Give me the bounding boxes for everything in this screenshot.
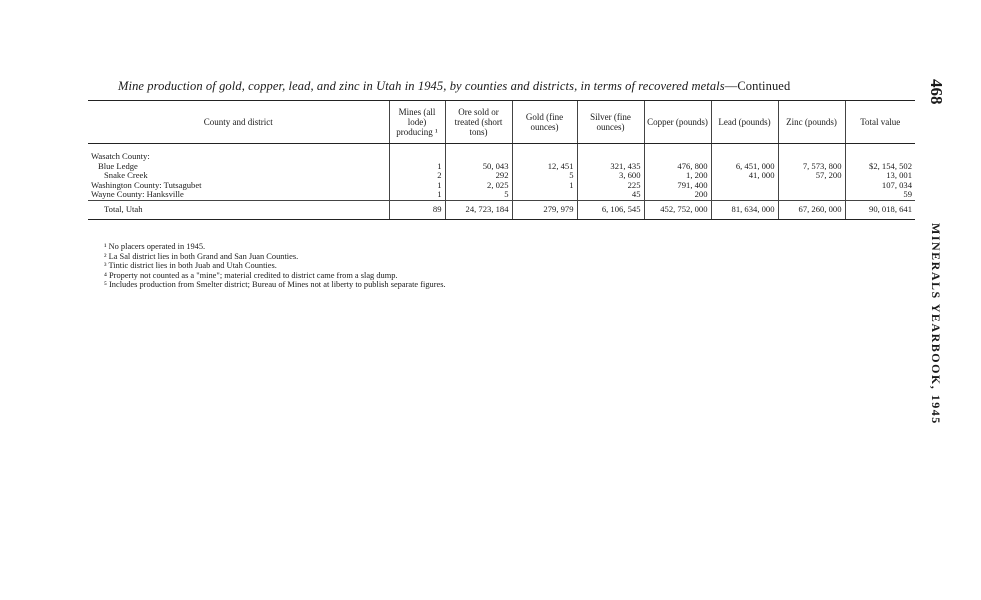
row-copper: 200 (644, 190, 711, 200)
row-copper: 791, 400 (644, 181, 711, 191)
table-title (118, 79, 898, 94)
row-name: Snake Creek (104, 170, 148, 180)
production-table-container (88, 100, 915, 220)
header-silver: Silver (fine ounces) (577, 101, 644, 144)
row-gold: 5 (512, 171, 577, 181)
total-row (88, 200, 915, 220)
total-gold: 279, 979 (512, 200, 577, 220)
footnote: ² La Sal district lies in both Grand and San Juan Counties. (104, 251, 299, 261)
row-zinc: 7, 573, 800 (778, 162, 845, 172)
page-number: 468 (927, 79, 946, 105)
table-row (88, 190, 915, 200)
row-zinc: 57, 200 (778, 171, 845, 181)
total-silver: 6, 106, 545 (577, 200, 644, 220)
row-ore: 292 (445, 171, 512, 181)
table-row (88, 181, 915, 191)
row-silver: 321, 435 (577, 162, 644, 172)
table-title-suffix: —Continued (724, 79, 791, 93)
row-gold (512, 190, 577, 200)
footnote: ³ Tintic district lies in both Juab and Utah Counties. (104, 261, 277, 271)
row-lead (711, 190, 778, 200)
row-mines: 1 (389, 190, 445, 200)
row-ore: 2, 025 (445, 181, 512, 191)
row-total: 13, 001 (845, 171, 915, 181)
header-county: County and district (88, 101, 389, 144)
row-zinc (778, 181, 845, 191)
side-margin (916, 75, 956, 455)
row-lead: 41, 000 (711, 171, 778, 181)
header-total-value: Total value (845, 101, 915, 144)
row-lead: 6, 451, 000 (711, 162, 778, 172)
header-gold: Gold (fine ounces) (512, 101, 577, 144)
total-name: Total, Utah (88, 200, 389, 220)
row-mines: 2 (389, 171, 445, 181)
row-mines: 1 (389, 181, 445, 191)
row-name: Wayne County: Hanksville (91, 189, 184, 199)
row-silver: 3, 600 (577, 171, 644, 181)
row-ore: 50, 043 (445, 162, 512, 172)
row-name: Blue Ledge (98, 160, 138, 171)
header-mines: Mines (all lode) producing ¹ (389, 101, 445, 144)
total-ore: 24, 723, 184 (445, 200, 512, 220)
row-zinc (778, 190, 845, 200)
row-total: 59 (845, 190, 915, 200)
total-copper: 452, 752, 000 (644, 200, 711, 220)
header-copper: Copper (pounds) (644, 101, 711, 144)
header-ore: Ore sold or treated (short tons) (445, 101, 512, 144)
header-zinc: Zinc (pounds) (778, 101, 845, 144)
row-ore: 5 (445, 190, 512, 200)
header-lead: Lead (pounds) (711, 101, 778, 144)
total-lead: 81, 634, 000 (711, 200, 778, 220)
row-total: $2, 154, 502 (845, 162, 915, 172)
footnote: ⁵ Includes production from Smelter district; Bureau of Mines not at liberty to publish separate figures. (104, 280, 446, 290)
footnotes (104, 242, 446, 290)
row-silver: 225 (577, 181, 644, 191)
spacer-row (88, 144, 915, 153)
total-zinc: 67, 260, 000 (778, 200, 845, 220)
total-value: 90, 018, 641 (845, 200, 915, 220)
row-total: 107, 034 (845, 181, 915, 191)
row-name: Washington County: Tutsagubet (91, 179, 202, 190)
row-copper: 476, 800 (644, 162, 711, 172)
row-copper: 1, 200 (644, 171, 711, 181)
running-head: MINERALS YEARBOOK, 1945 (929, 223, 943, 425)
row-gold: 1 (512, 181, 577, 191)
production-table (88, 100, 915, 220)
table-title-main: Mine production of gold, copper, lead, and zinc in Utah in 1945, by counties and districts, in terms of recovered metals (118, 79, 725, 93)
header-row (88, 101, 915, 144)
footnote: ⁴ Property not counted as a "mine"; material credited to district came from a slag dump. (104, 270, 398, 280)
row-gold: 12, 451 (512, 162, 577, 172)
total-mines: 89 (389, 200, 445, 220)
group-label: Wasatch County: (91, 151, 150, 161)
row-mines: 1 (389, 162, 445, 172)
row-silver: 45 (577, 190, 644, 200)
footnote: ¹ No placers operated in 1945. (104, 242, 206, 251)
row-lead (711, 181, 778, 191)
